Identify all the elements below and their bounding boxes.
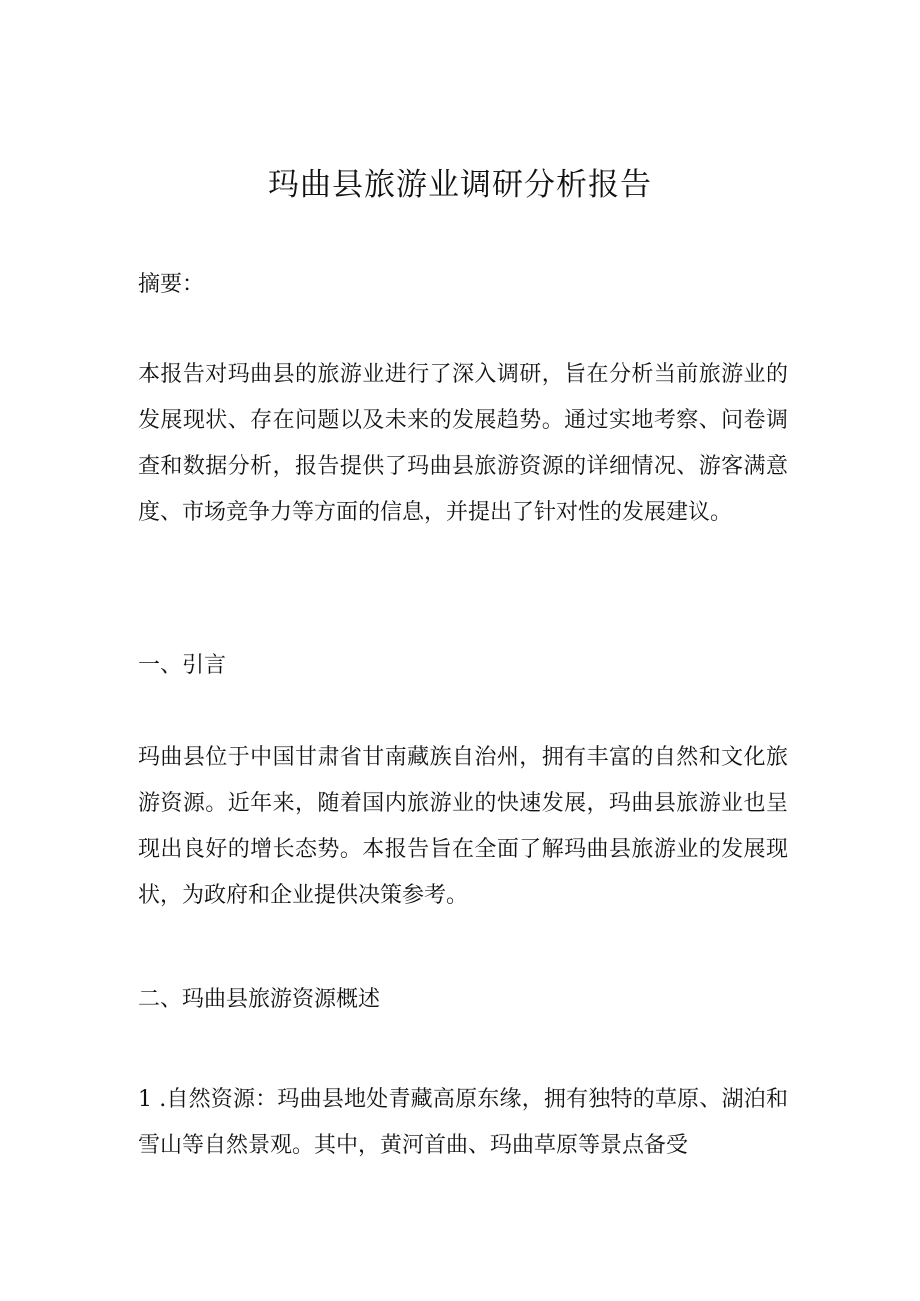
introduction-paragraph: 玛曲县位于中国甘肃省甘南藏族自治州，拥有丰富的自然和文化旅游资源。近年来，随着国内旅游业的快速发展，玛曲县旅游业也呈现出良好的增长态势。本报告旨在全面了解玛曲县旅游业的发展现状，为政府和企业提供决策参考。 [138, 745, 788, 908]
abstract-paragraph: 本报告对玛曲县的旅游业进行了深入调研，旨在分析当前旅游业的发展现状、存在问题以及未来的发展趋势。通过实地考察、问卷调查和数据分析，报告提供了玛曲县旅游资源的详细情况、游客满意度、市场竞争力等方面的信息，并提出了针对性的发展建议。 [138, 362, 788, 525]
document-title: 玛曲县旅游业调研分析报告 [268, 167, 652, 203]
section-heading-resources-overview: 二、玛曲县旅游资源概述 [138, 987, 381, 1012]
section-heading-introduction: 一、引言 [138, 653, 227, 678]
abstract-label: 摘要： [138, 272, 205, 297]
list-item-natural-resources: 1 .自然资源：玛曲县地处青藏高原东缘，拥有独特的草原、湖泊和雪山等自然景观。其中，黄河首曲、玛曲草原等景点备受 [138, 1087, 788, 1158]
